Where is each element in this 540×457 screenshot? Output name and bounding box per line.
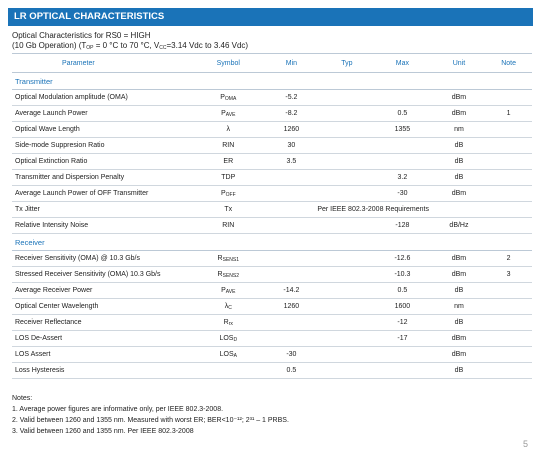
cell-unit: nm bbox=[433, 299, 486, 315]
cell-symbol: TDP bbox=[195, 170, 261, 186]
table-row bbox=[12, 315, 532, 331]
cell-note: 1 bbox=[485, 106, 532, 122]
cell-min bbox=[261, 251, 322, 267]
cell-note bbox=[485, 315, 532, 331]
cell-note bbox=[485, 299, 532, 315]
cell-min bbox=[261, 218, 322, 234]
cell-parameter: Average Receiver Power bbox=[12, 283, 195, 299]
cell-min: 30 bbox=[261, 138, 322, 154]
cell-parameter: Receiver Sensitivity (OMA) @ 10.3 Gb/s bbox=[12, 251, 195, 267]
cell-symbol: $P_{OMA}$ bbox=[195, 90, 261, 106]
cell-min bbox=[261, 331, 322, 347]
cell-note bbox=[485, 170, 532, 186]
cell-parameter: LOS De-Assert bbox=[12, 331, 195, 347]
cell-symbol: $LOS_D$ bbox=[195, 331, 261, 347]
note-2: 2. Valid between 1260 and 1355 nm. Measured with worst ER; BER<10⁻¹²; 2³¹ – 1 PRBS. bbox=[12, 417, 289, 424]
cell-parameter: Loss Hysteresis bbox=[12, 363, 195, 379]
cell-max bbox=[372, 363, 433, 379]
cell-parameter: Optical Modulation amplitude (OMA) bbox=[12, 90, 195, 106]
cell-note bbox=[485, 90, 532, 106]
cell-typ bbox=[322, 186, 372, 202]
cell-symbol: $\lambda_C$ bbox=[195, 299, 261, 315]
cell-symbol: RIN bbox=[195, 138, 261, 154]
cell-max bbox=[372, 138, 433, 154]
cell-max bbox=[372, 90, 433, 106]
cell-note bbox=[485, 331, 532, 347]
cell-unit: dBm bbox=[433, 347, 486, 363]
cell-typ bbox=[322, 251, 372, 267]
header-parameter: Parameter bbox=[12, 54, 195, 73]
cell-max: 1600 bbox=[372, 299, 433, 315]
cell-typ bbox=[322, 218, 372, 234]
cell-symbol: RIN bbox=[195, 218, 261, 234]
cell-max: 3.2 bbox=[372, 170, 433, 186]
section-banner: LR OPTICAL CHARACTERISTICS bbox=[8, 8, 533, 26]
cell-min bbox=[261, 315, 322, 331]
cell-max: -17 bbox=[372, 331, 433, 347]
header-note: Note bbox=[485, 54, 532, 73]
cell-parameter: Tx Jitter bbox=[12, 202, 195, 218]
note-1: 1. Average power figures are informative only, per IEEE 802.3-2008. bbox=[12, 406, 224, 413]
cell-typ bbox=[322, 299, 372, 315]
cell-unit: dBm bbox=[433, 90, 486, 106]
notes-title: Notes: bbox=[12, 395, 33, 402]
cell-typ bbox=[322, 90, 372, 106]
cell-unit: dB bbox=[433, 363, 486, 379]
cell-unit: dBm bbox=[433, 331, 486, 347]
cell-note bbox=[485, 347, 532, 363]
cell-typ bbox=[322, 154, 372, 170]
table-row bbox=[12, 138, 532, 154]
cell-typ bbox=[322, 347, 372, 363]
cell-note bbox=[485, 138, 532, 154]
cell-min: -14.2 bbox=[261, 283, 322, 299]
cell-unit: dBm bbox=[433, 186, 486, 202]
cell-symbol bbox=[195, 363, 261, 379]
cell-unit: dB bbox=[433, 283, 486, 299]
table-row bbox=[12, 267, 532, 283]
cell-note bbox=[485, 202, 532, 218]
cell-max: -30 bbox=[372, 186, 433, 202]
cell-unit: dB bbox=[433, 315, 486, 331]
table-row bbox=[12, 106, 532, 122]
cell-note bbox=[485, 218, 532, 234]
table-row bbox=[12, 122, 532, 138]
header-typ: Typ bbox=[322, 54, 372, 73]
cell-max: 1355 bbox=[372, 122, 433, 138]
table-row bbox=[12, 331, 532, 347]
table-row bbox=[12, 154, 532, 170]
cell-typ bbox=[322, 106, 372, 122]
cell-min bbox=[261, 170, 322, 186]
cell-unit: dB bbox=[433, 138, 486, 154]
cell-unit: dBm bbox=[433, 267, 486, 283]
section-label: Transmitter bbox=[12, 73, 532, 90]
header-max: Max bbox=[372, 54, 433, 73]
cell-unit: dB/Hz bbox=[433, 218, 486, 234]
table-row bbox=[12, 202, 532, 218]
conditions-line-1: Optical Characteristics for RS0 = HIGH bbox=[12, 31, 151, 40]
optical-characteristics-table bbox=[12, 53, 532, 379]
table-row bbox=[12, 218, 532, 234]
cell-symbol: Tx bbox=[195, 202, 261, 218]
cell-min: -5.2 bbox=[261, 90, 322, 106]
cell-note bbox=[485, 283, 532, 299]
cell-min: 0.5 bbox=[261, 363, 322, 379]
cell-symbol: $P_{AVE}$ bbox=[195, 106, 261, 122]
cell-parameter: Optical Extinction Ratio bbox=[12, 154, 195, 170]
cell-typ bbox=[322, 267, 372, 283]
cell-symbol: $R_{SENS2}$ bbox=[195, 267, 261, 283]
cell-parameter: Relative Intensity Noise bbox=[12, 218, 195, 234]
cell-min: -8.2 bbox=[261, 106, 322, 122]
cell-symbol: $R_{rx}$ bbox=[195, 315, 261, 331]
cell-note: 3 bbox=[485, 267, 532, 283]
note-3: 3. Valid between 1260 and 1355 nm. Per IEEE 802.3-2008 bbox=[12, 428, 194, 435]
conditions-line-2: (10 Gb Operation) ($T_{OP} = 0$ °C to 70 °C, $V_{CC}=3.14$ Vdc to 3.46 Vdc) bbox=[12, 41, 249, 51]
cell-max: -128 bbox=[372, 218, 433, 234]
cell-note bbox=[485, 186, 532, 202]
cell-typ bbox=[322, 315, 372, 331]
cell-typ bbox=[322, 122, 372, 138]
notes-block bbox=[12, 393, 289, 437]
cell-symbol: $P_{AVE}$ bbox=[195, 283, 261, 299]
section-label: Receiver bbox=[12, 234, 532, 251]
cell-typ bbox=[322, 363, 372, 379]
cell-spec: Per IEEE 802.3-2008 Requirements bbox=[261, 202, 485, 218]
table-row bbox=[12, 283, 532, 299]
cell-parameter: Optical Wave Length bbox=[12, 122, 195, 138]
cell-max bbox=[372, 347, 433, 363]
cell-parameter: Optical Center Wavelength bbox=[12, 299, 195, 315]
cell-max: -10.3 bbox=[372, 267, 433, 283]
cell-min bbox=[261, 267, 322, 283]
cell-max: -12 bbox=[372, 315, 433, 331]
cell-max: 0.5 bbox=[372, 283, 433, 299]
cell-typ bbox=[322, 283, 372, 299]
cell-min bbox=[261, 186, 322, 202]
cell-max: 0.5 bbox=[372, 106, 433, 122]
table-row bbox=[12, 90, 532, 106]
cell-symbol: $R_{SENS1}$ bbox=[195, 251, 261, 267]
cell-note bbox=[485, 154, 532, 170]
cell-unit: dBm bbox=[433, 251, 486, 267]
cell-typ bbox=[322, 170, 372, 186]
cell-min: 3.5 bbox=[261, 154, 322, 170]
header-symbol: Symbol bbox=[195, 54, 261, 73]
table-row bbox=[12, 347, 532, 363]
cell-typ bbox=[322, 138, 372, 154]
section-row-receiver bbox=[12, 234, 532, 251]
header-unit: Unit bbox=[433, 54, 486, 73]
cell-max bbox=[372, 154, 433, 170]
cell-parameter: LOS Assert bbox=[12, 347, 195, 363]
cell-parameter: Transmitter and Dispersion Penalty bbox=[12, 170, 195, 186]
table-header-row bbox=[12, 54, 532, 73]
cell-min: 1260 bbox=[261, 122, 322, 138]
cell-min: 1260 bbox=[261, 299, 322, 315]
cell-unit: nm bbox=[433, 122, 486, 138]
cell-note: 2 bbox=[485, 251, 532, 267]
operating-conditions bbox=[12, 31, 248, 53]
cell-max: -12.6 bbox=[372, 251, 433, 267]
page-number: 5 bbox=[522, 439, 528, 449]
header-min: Min bbox=[261, 54, 322, 73]
cell-unit: dBm bbox=[433, 106, 486, 122]
table-row bbox=[12, 299, 532, 315]
table-row bbox=[12, 186, 532, 202]
table-row bbox=[12, 251, 532, 267]
cell-parameter: Side-mode Suppresion Ratio bbox=[12, 138, 195, 154]
cell-symbol: λ bbox=[195, 122, 261, 138]
cell-symbol: ER bbox=[195, 154, 261, 170]
table-row bbox=[12, 170, 532, 186]
section-row-transmitter bbox=[12, 73, 532, 90]
cell-parameter: Average Launch Power of OFF Transmitter bbox=[12, 186, 195, 202]
cell-unit: dB bbox=[433, 154, 486, 170]
cell-parameter: Average Launch Power bbox=[12, 106, 195, 122]
cell-note bbox=[485, 122, 532, 138]
cell-parameter: Receiver Reflectance bbox=[12, 315, 195, 331]
cell-note bbox=[485, 363, 532, 379]
cell-symbol: $P_{OFF}$ bbox=[195, 186, 261, 202]
table-row bbox=[12, 363, 532, 379]
cell-symbol: $LOS_A$ bbox=[195, 347, 261, 363]
cell-typ bbox=[322, 331, 372, 347]
cell-parameter: Stressed Receiver Sensitivity (OMA) 10.3 Gb/s bbox=[12, 267, 195, 283]
cell-min: -30 bbox=[261, 347, 322, 363]
cell-unit: dB bbox=[433, 170, 486, 186]
